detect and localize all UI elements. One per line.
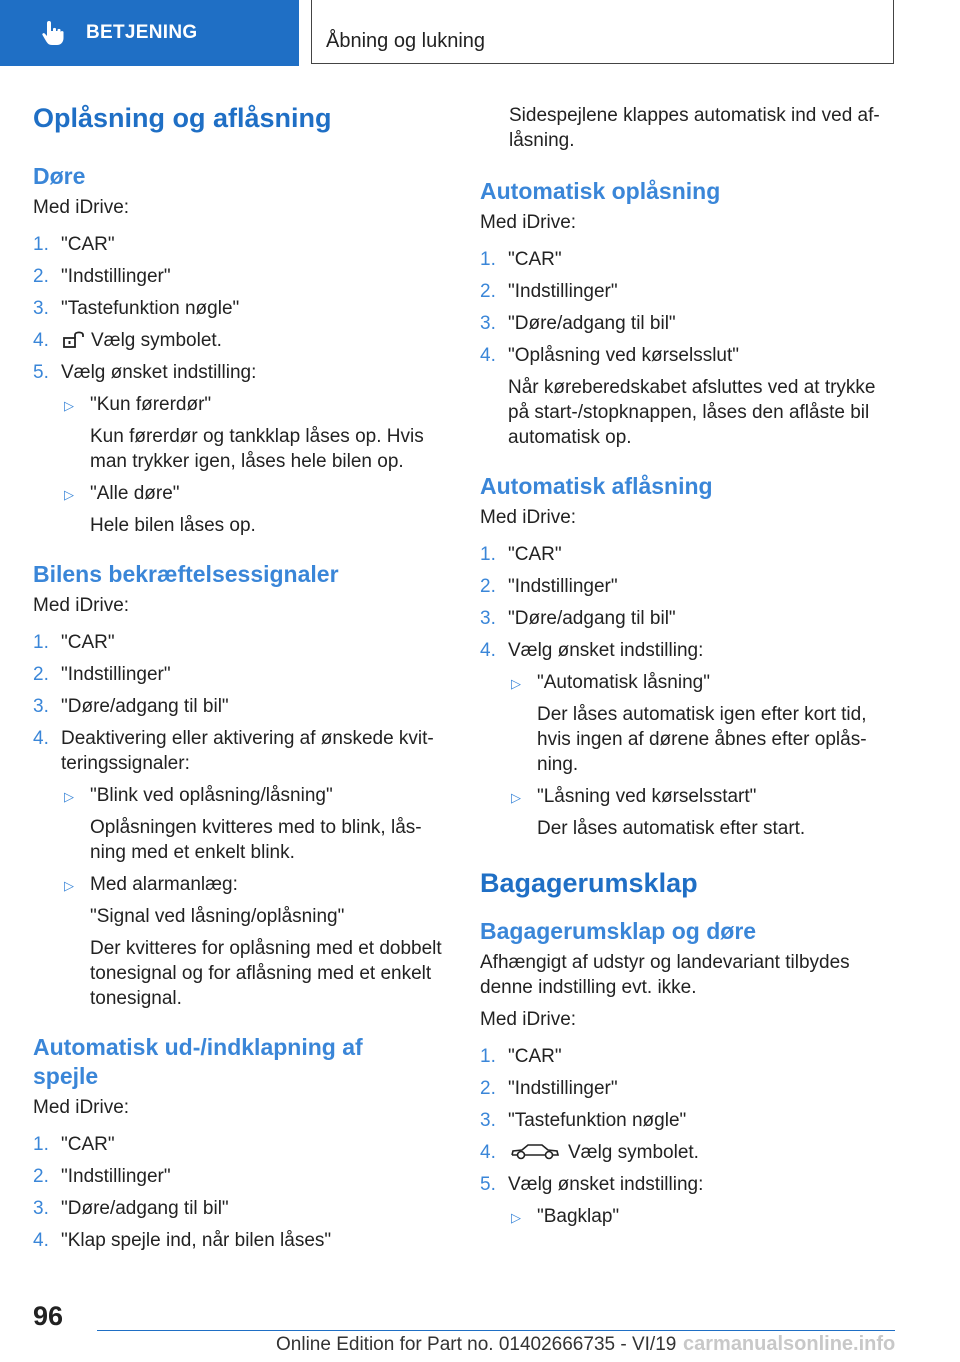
step-text: "Indstillinger" bbox=[508, 576, 618, 597]
option-item bbox=[61, 481, 453, 538]
step-text: teringssignaler: bbox=[61, 753, 190, 774]
option-list bbox=[508, 1204, 900, 1229]
section-trunk bbox=[480, 917, 900, 1229]
list-item bbox=[480, 1172, 900, 1229]
mirror-note-line: låsning. bbox=[509, 130, 575, 151]
step-number: 2. bbox=[33, 1166, 49, 1187]
option-label: "Automatisk låsning" bbox=[537, 672, 710, 693]
list-item bbox=[33, 232, 453, 257]
list-item bbox=[480, 1076, 900, 1101]
step-text: "Indstillinger" bbox=[508, 281, 618, 302]
watermark: carmanualsonline.info bbox=[683, 1333, 896, 1355]
option-item bbox=[508, 1204, 900, 1229]
option-desc: Der låses automatisk efter start. bbox=[537, 818, 806, 839]
section-auto-unlock-intro: Med iDrive: bbox=[480, 212, 577, 233]
left-column bbox=[33, 100, 453, 1275]
list-item bbox=[33, 694, 453, 719]
option-list bbox=[61, 392, 453, 538]
section-auto-unlock bbox=[480, 177, 900, 450]
section-trunk-intro: Med iDrive: bbox=[480, 1009, 577, 1030]
triangle-bullet-icon: ▷ bbox=[64, 878, 74, 893]
triangle-bullet-icon: ▷ bbox=[511, 790, 521, 805]
list-item bbox=[33, 662, 453, 687]
step-number: 3. bbox=[33, 298, 49, 319]
section-trunk-title: Bagagerumsklap og døre bbox=[480, 918, 757, 944]
step-text: "Klap spejle ind, når bilen låses" bbox=[61, 1230, 332, 1251]
section-mirrors-steps bbox=[33, 1132, 453, 1253]
page-number: 96 bbox=[33, 1301, 64, 1331]
list-item bbox=[480, 1140, 900, 1165]
section-confirm-steps bbox=[33, 630, 453, 1011]
step-number: 3. bbox=[480, 1110, 496, 1131]
section-doors bbox=[33, 162, 453, 538]
list-item bbox=[480, 343, 900, 450]
step-number: 4. bbox=[480, 1142, 496, 1163]
list-item bbox=[480, 574, 900, 599]
section-auto-unlock-steps bbox=[480, 247, 900, 450]
section-doors-title: Døre bbox=[33, 163, 86, 189]
triangle-bullet-icon: ▷ bbox=[511, 1210, 521, 1225]
section-auto-lock-intro: Med iDrive: bbox=[480, 507, 577, 528]
option-item bbox=[508, 784, 900, 841]
footer-divider bbox=[97, 1330, 895, 1331]
step-note-line: på start-/stopknappen, låses den aflåste bil bbox=[508, 402, 870, 423]
list-item bbox=[480, 542, 900, 567]
step-number: 4. bbox=[33, 728, 49, 749]
step-text: Deaktivering eller aktivering af ønskede kvit- bbox=[61, 728, 434, 749]
step-text: "Døre/adgang til bil" bbox=[61, 1198, 229, 1219]
option-desc: ning med et enkelt blink. bbox=[90, 842, 295, 863]
list-item bbox=[480, 1108, 900, 1133]
step-number: 1. bbox=[480, 544, 496, 565]
option-label: "Kun førerdør" bbox=[90, 394, 212, 415]
option-desc: Der låses automatisk igen efter kort tid, bbox=[537, 704, 867, 725]
step-text: "Indstillinger" bbox=[508, 1078, 618, 1099]
step-text: "Indstillinger" bbox=[61, 266, 171, 287]
option-label: "Blink ved oplåsning/låsning" bbox=[90, 785, 333, 806]
header-tab bbox=[0, 0, 299, 66]
list-item bbox=[480, 279, 900, 304]
main-title: Oplåsning og aflåsning bbox=[33, 103, 332, 133]
mirror-note bbox=[480, 103, 900, 153]
step-note-line: automatisk op. bbox=[508, 427, 632, 448]
section-confirm-title: Bilens bekræftelsessignaler bbox=[33, 561, 339, 587]
step-text: "Indstillinger" bbox=[61, 664, 171, 685]
option-desc: Hele bilen låses op. bbox=[90, 515, 256, 536]
list-item bbox=[33, 1228, 453, 1253]
step-number: 1. bbox=[33, 234, 49, 255]
step-text: "Indstillinger" bbox=[61, 1166, 171, 1187]
right-column bbox=[480, 103, 900, 1251]
hand-pointer-icon bbox=[40, 19, 66, 47]
option-label: "Bagklap" bbox=[537, 1206, 620, 1227]
option-desc: Kun førerdør og tankklap låses op. Hvis bbox=[90, 426, 424, 447]
section-confirm-intro: Med iDrive: bbox=[33, 595, 130, 616]
option-item bbox=[508, 670, 900, 777]
step-text: Vælg ønsket indstilling: bbox=[61, 362, 257, 383]
option-label: "Låsning ved kørselsstart" bbox=[537, 786, 757, 807]
list-item bbox=[33, 328, 453, 353]
step-number: 4. bbox=[33, 330, 49, 351]
step-text: "CAR" bbox=[61, 234, 115, 255]
mirror-note-line: Sidespejlene klappes automatisk ind ved af- bbox=[509, 105, 880, 126]
list-item bbox=[33, 726, 453, 1011]
step-number: 2. bbox=[480, 576, 496, 597]
header-title-box bbox=[311, 0, 894, 64]
step-text: "Døre/adgang til bil" bbox=[508, 608, 676, 629]
step-text: "Døre/adgang til bil" bbox=[61, 696, 229, 717]
list-item bbox=[480, 606, 900, 631]
step-text: "Tastefunktion nøgle" bbox=[508, 1110, 687, 1131]
option-desc: man trykker igen, låses hele bilen op. bbox=[90, 451, 404, 472]
step-number: 4. bbox=[33, 1230, 49, 1251]
step-number: 2. bbox=[33, 266, 49, 287]
section-auto-lock-title: Automatisk aflåsning bbox=[480, 473, 713, 499]
step-text: Vælg symbolet. bbox=[91, 330, 222, 351]
step-number: 2. bbox=[33, 664, 49, 685]
step-text: "CAR" bbox=[508, 249, 562, 270]
section-confirm-signals bbox=[33, 560, 453, 1011]
section-trunk-steps bbox=[480, 1044, 900, 1229]
step-text: Vælg ønsket indstilling: bbox=[508, 1174, 704, 1195]
triangle-bullet-icon: ▷ bbox=[511, 676, 521, 691]
list-item bbox=[480, 1044, 900, 1069]
triangle-bullet-icon: ▷ bbox=[64, 398, 74, 413]
section-mirrors-title-line: spejle bbox=[33, 1063, 99, 1089]
footer-edition: Online Edition for Part no. 01402666735 - VI/19 bbox=[276, 1334, 677, 1355]
step-number: 1. bbox=[480, 1046, 496, 1067]
step-note bbox=[508, 375, 900, 450]
list-item bbox=[33, 264, 453, 289]
step-number: 3. bbox=[480, 313, 496, 334]
list-item bbox=[480, 311, 900, 336]
section-auto-unlock-title: Automatisk oplåsning bbox=[480, 178, 721, 204]
step-number: 2. bbox=[480, 1078, 496, 1099]
option-desc: tonesignal. bbox=[90, 988, 182, 1009]
section-doors-intro: Med iDrive: bbox=[33, 197, 130, 218]
step-note-line: Når køreberedskabet afsluttes ved at trykke bbox=[508, 377, 876, 398]
step-text: "CAR" bbox=[508, 544, 562, 565]
step-text: "Døre/adgang til bil" bbox=[508, 313, 676, 334]
option-item bbox=[61, 392, 453, 474]
option-desc: Oplåsningen kvitteres med to blink, lås- bbox=[90, 817, 422, 838]
list-item bbox=[33, 630, 453, 655]
section-mirrors-title bbox=[33, 1033, 453, 1091]
trunk-title: Bagagerumsklap bbox=[480, 868, 698, 898]
header-tab-label: BETJENING bbox=[86, 22, 198, 43]
step-number: 5. bbox=[480, 1174, 496, 1195]
option-desc: "Signal ved låsning/oplåsning" bbox=[90, 906, 345, 927]
section-trunk-intro: Afhængigt af udstyr og landevariant tilbydes bbox=[480, 952, 850, 973]
step-text: "Oplåsning ved kørselsslut" bbox=[508, 345, 740, 366]
step-number: 4. bbox=[480, 345, 496, 366]
list-item bbox=[33, 296, 453, 321]
triangle-bullet-icon: ▷ bbox=[64, 487, 74, 502]
step-number: 1. bbox=[480, 249, 496, 270]
section-auto-lock-steps bbox=[480, 542, 900, 841]
option-list bbox=[508, 670, 900, 841]
option-desc: ning. bbox=[537, 754, 579, 775]
section-mirrors bbox=[33, 1033, 453, 1253]
triangle-bullet-icon: ▷ bbox=[64, 789, 74, 804]
option-desc: Der kvitteres for oplåsning med et dobbelt bbox=[90, 938, 442, 959]
header-title: Åbning og lukning bbox=[326, 30, 486, 52]
list-item bbox=[33, 1164, 453, 1189]
step-number: 3. bbox=[33, 1198, 49, 1219]
option-item bbox=[61, 872, 453, 1011]
option-desc: hvis ingen af dørene åbnes efter oplås- bbox=[537, 729, 867, 750]
section-trunk-intro: denne indstilling evt. ikke. bbox=[480, 977, 697, 998]
section-mirrors-intro: Med iDrive: bbox=[33, 1097, 130, 1118]
list-item bbox=[33, 1132, 453, 1157]
option-item bbox=[61, 783, 453, 865]
section-mirrors-title-line: Automatisk ud-/indklapning af bbox=[33, 1034, 363, 1060]
option-label: "Alle døre" bbox=[90, 483, 180, 504]
step-text: "CAR" bbox=[61, 632, 115, 653]
option-label: Med alarmanlæg: bbox=[90, 874, 238, 895]
step-text: "CAR" bbox=[61, 1134, 115, 1155]
list-item bbox=[33, 360, 453, 538]
list-item bbox=[480, 247, 900, 272]
option-list bbox=[61, 783, 453, 1011]
section-doors-steps bbox=[33, 232, 453, 538]
step-number: 5. bbox=[33, 362, 49, 383]
car-icon bbox=[510, 1141, 560, 1161]
step-text: "CAR" bbox=[508, 1046, 562, 1067]
step-number: 4. bbox=[480, 640, 496, 661]
step-number: 3. bbox=[33, 696, 49, 717]
section-auto-lock bbox=[480, 472, 900, 841]
step-number: 1. bbox=[33, 1134, 49, 1155]
step-number: 1. bbox=[33, 632, 49, 653]
step-text: Vælg symbolet. bbox=[568, 1142, 699, 1163]
unlock-icon bbox=[63, 330, 85, 348]
option-desc: tonesignal og for aflåsning med et enkelt bbox=[90, 963, 432, 984]
step-text: "Tastefunktion nøgle" bbox=[61, 298, 240, 319]
list-item bbox=[33, 1196, 453, 1221]
step-number: 2. bbox=[480, 281, 496, 302]
step-number: 3. bbox=[480, 608, 496, 629]
step-text: Vælg ønsket indstilling: bbox=[508, 640, 704, 661]
list-item bbox=[480, 638, 900, 841]
